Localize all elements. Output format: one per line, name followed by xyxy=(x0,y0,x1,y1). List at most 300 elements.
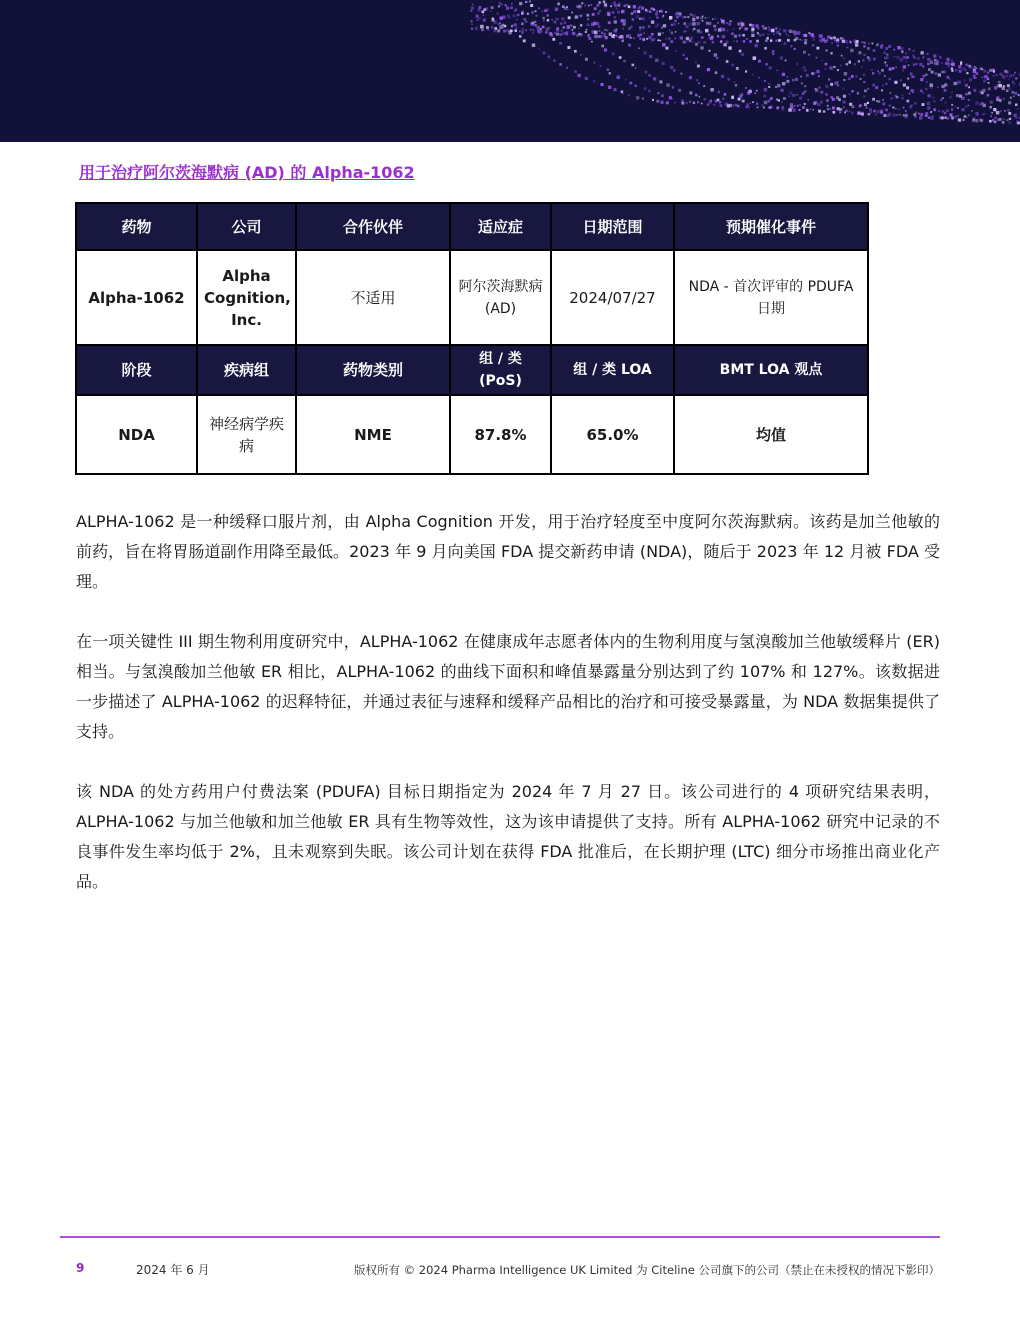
wave-particle xyxy=(696,16,699,19)
wave-particle xyxy=(678,23,680,25)
wave-particle xyxy=(497,29,500,32)
wave-particle xyxy=(471,20,473,22)
wave-particle xyxy=(912,91,914,93)
wave-particle xyxy=(702,20,704,22)
wave-particle xyxy=(648,25,651,28)
wave-particle xyxy=(695,94,698,97)
wave-particle xyxy=(817,103,820,106)
wave-particle xyxy=(593,22,597,26)
wave-particle xyxy=(1009,118,1011,120)
wave-particle xyxy=(621,19,624,22)
wave-particle xyxy=(900,58,903,61)
wave-particle xyxy=(535,10,537,12)
wave-particle xyxy=(604,35,606,37)
wave-particle xyxy=(799,97,802,100)
wave-particle xyxy=(790,106,794,110)
wave-particle xyxy=(962,67,965,70)
wave-particle xyxy=(601,32,603,34)
wave-particle xyxy=(852,105,855,108)
wave-particle xyxy=(722,35,725,38)
wave-particle xyxy=(639,29,642,32)
wave-particle xyxy=(538,7,540,9)
wave-particle xyxy=(665,38,667,40)
wave-particle xyxy=(571,12,573,14)
header-loa: 组 / 类 LOA xyxy=(551,345,674,395)
wave-particle xyxy=(718,28,722,32)
wave-particle xyxy=(767,33,769,35)
wave-particle xyxy=(1011,91,1014,94)
wave-particle xyxy=(917,57,920,60)
wave-particle xyxy=(965,93,967,95)
wave-particle xyxy=(946,58,949,61)
wave-particle xyxy=(773,33,775,35)
wave-particle xyxy=(577,74,580,77)
wave-particle xyxy=(490,11,492,13)
wave-particle xyxy=(899,114,901,116)
wave-particle xyxy=(875,114,877,116)
wave-particle xyxy=(617,11,620,14)
wave-particle xyxy=(871,69,873,71)
wave-particle xyxy=(646,38,648,40)
wave-particle xyxy=(818,109,820,111)
wave-particle xyxy=(821,60,823,62)
wave-particle xyxy=(628,44,631,47)
wave-particle xyxy=(1003,118,1005,120)
wave-particle xyxy=(831,42,833,44)
wave-particle xyxy=(905,61,907,63)
wave-particle xyxy=(939,56,942,59)
wave-particle xyxy=(720,104,723,107)
wave-particle xyxy=(909,48,911,50)
wave-particle xyxy=(804,34,807,37)
wave-particle xyxy=(886,56,889,59)
wave-particle xyxy=(844,72,848,76)
wave-particle xyxy=(543,52,546,55)
wave-particle xyxy=(776,31,779,34)
wave-particle xyxy=(562,5,565,8)
wave-particle xyxy=(803,51,806,54)
wave-particle xyxy=(736,40,738,42)
wave-particle xyxy=(604,33,606,35)
wave-particle xyxy=(709,50,711,52)
wave-particle xyxy=(804,69,807,72)
wave-particle xyxy=(653,9,655,11)
wave-particle xyxy=(506,7,509,10)
wave-particle xyxy=(745,70,747,72)
wave-particle xyxy=(498,5,500,7)
wave-particle xyxy=(699,96,701,98)
wave-particle xyxy=(643,32,645,34)
wave-particle xyxy=(951,63,953,65)
wave-particle xyxy=(563,26,565,28)
section-title-link[interactable]: 用于治疗阿尔茨海默病 (AD) 的 Alpha-1062 xyxy=(79,163,415,182)
wave-particle xyxy=(802,92,805,95)
wave-particle xyxy=(942,97,944,99)
wave-particle xyxy=(601,83,604,86)
wave-particle xyxy=(727,78,730,81)
wave-particle xyxy=(861,41,863,43)
wave-particle xyxy=(708,22,711,25)
wave-particle xyxy=(470,10,472,12)
wave-particle xyxy=(862,111,864,113)
wave-particle xyxy=(500,3,503,6)
wave-particle xyxy=(692,22,696,26)
wave-particle xyxy=(862,59,864,61)
wave-particle xyxy=(612,11,614,13)
wave-particle xyxy=(999,73,1002,76)
wave-particle xyxy=(982,77,984,79)
wave-particle xyxy=(810,33,813,36)
wave-particle xyxy=(974,77,976,79)
wave-particle xyxy=(607,13,610,16)
wave-particle xyxy=(804,90,806,92)
wave-particle xyxy=(996,111,999,114)
wave-particle xyxy=(905,52,907,54)
wave-particle xyxy=(685,30,687,32)
wave-particle xyxy=(922,66,924,68)
wave-particle xyxy=(726,22,728,24)
wave-particle xyxy=(796,94,798,96)
wave-particle xyxy=(843,95,846,98)
wave-particle xyxy=(843,101,846,104)
wave-particle xyxy=(663,15,665,17)
wave-particle xyxy=(764,47,767,50)
wave-particle xyxy=(920,78,923,81)
wave-particle xyxy=(898,108,900,110)
wave-particle xyxy=(913,64,916,67)
wave-particle xyxy=(737,105,740,108)
wave-particle xyxy=(689,101,691,103)
wave-particle xyxy=(1000,110,1002,112)
wave-particle xyxy=(925,74,927,76)
wave-particle xyxy=(534,24,536,26)
wave-particle xyxy=(900,79,902,81)
wave-particle xyxy=(717,35,719,37)
wave-particle xyxy=(540,28,542,30)
wave-particle xyxy=(565,32,568,35)
wave-particle xyxy=(768,26,770,28)
wave-particle xyxy=(741,53,744,56)
wave-particle xyxy=(757,32,759,34)
wave-particle xyxy=(657,23,659,25)
wave-particle xyxy=(648,74,650,76)
wave-particle xyxy=(764,101,767,104)
wave-particle xyxy=(839,111,841,113)
wave-particle xyxy=(521,12,524,15)
wave-particle xyxy=(900,47,903,50)
wave-particle xyxy=(770,39,773,42)
wave-particle xyxy=(990,115,992,117)
wave-particle xyxy=(844,112,846,114)
wave-particle xyxy=(764,88,768,92)
wave-particle xyxy=(675,13,678,16)
wave-particle xyxy=(799,39,801,41)
wave-particle xyxy=(672,41,674,43)
wave-particle xyxy=(837,44,840,47)
wave-particle xyxy=(767,100,770,103)
wave-particle xyxy=(567,25,570,28)
wave-particle xyxy=(1013,74,1015,76)
wave-particle xyxy=(692,41,694,43)
wave-particle xyxy=(687,16,689,18)
wave-particle xyxy=(603,1,606,4)
wave-particle xyxy=(531,11,533,13)
drug-info-table xyxy=(75,202,869,475)
wave-particle xyxy=(1008,101,1011,104)
wave-particle xyxy=(966,72,968,74)
wave-particle xyxy=(935,72,937,74)
wave-particle xyxy=(802,106,805,109)
wave-particle xyxy=(872,43,874,45)
wave-particle xyxy=(749,41,751,43)
wave-particle xyxy=(684,41,687,44)
wave-particle xyxy=(920,90,923,93)
wave-particle xyxy=(1012,81,1015,84)
header-drug-class: 药物类别 xyxy=(296,345,450,395)
wave-particle xyxy=(714,29,717,32)
wave-particle xyxy=(850,49,853,52)
wave-particle xyxy=(721,75,724,78)
wave-particle xyxy=(622,40,624,42)
wave-particle xyxy=(991,112,993,114)
wave-particle xyxy=(875,86,878,89)
wave-particle xyxy=(957,107,959,109)
wave-particle xyxy=(530,29,532,31)
wave-particle xyxy=(851,90,853,92)
wave-particle xyxy=(813,72,816,75)
wave-particle xyxy=(630,37,632,39)
wave-particle xyxy=(830,52,832,54)
wave-particle xyxy=(787,76,789,78)
wave-particle xyxy=(913,57,915,59)
wave-particle xyxy=(941,62,943,64)
wave-particle xyxy=(639,27,641,29)
wave-particle xyxy=(895,108,897,110)
wave-particle xyxy=(829,108,831,110)
wave-particle xyxy=(574,70,576,72)
wave-particle xyxy=(521,31,524,34)
wave-particle xyxy=(927,53,929,55)
wave-particle xyxy=(956,94,959,97)
wave-particle xyxy=(713,25,716,28)
cell-disease-group: 神经病学疾病 xyxy=(197,395,296,474)
wave-particle xyxy=(543,17,545,19)
wave-particle xyxy=(585,58,588,61)
wave-particle xyxy=(689,22,692,25)
wave-particle xyxy=(908,64,910,66)
wave-particle xyxy=(888,45,891,48)
wave-particle xyxy=(608,21,611,24)
wave-particle xyxy=(633,10,636,13)
wave-particle xyxy=(561,17,564,20)
wave-particle xyxy=(479,6,482,9)
wave-particle xyxy=(610,5,612,7)
wave-particle xyxy=(892,67,895,70)
wave-particle xyxy=(514,23,517,26)
wave-particle xyxy=(923,75,926,78)
wave-particle xyxy=(938,73,941,76)
wave-particle xyxy=(622,93,624,95)
wave-particle xyxy=(907,78,909,80)
wave-particle xyxy=(660,101,663,104)
wave-particle xyxy=(720,27,722,29)
cell-loa: 65.0% xyxy=(551,395,674,474)
wave-particle xyxy=(708,34,710,36)
wave-particle xyxy=(1017,108,1019,110)
wave-particle xyxy=(483,15,485,17)
wave-particle xyxy=(955,106,957,108)
wave-particle xyxy=(764,80,766,82)
wave-particle xyxy=(599,10,601,12)
wave-particle xyxy=(864,103,867,106)
wave-particle xyxy=(491,19,494,22)
wave-particle xyxy=(962,108,965,111)
wave-particle xyxy=(652,99,654,101)
wave-particle xyxy=(640,34,642,36)
wave-particle xyxy=(717,99,720,102)
wave-particle xyxy=(922,56,924,58)
wave-particle xyxy=(614,88,617,91)
wave-particle xyxy=(560,23,562,25)
wave-particle xyxy=(714,53,717,56)
wave-particle xyxy=(614,20,617,23)
wave-particle xyxy=(643,51,646,54)
wave-particle xyxy=(882,84,884,86)
wave-particle xyxy=(964,79,966,81)
wave-particle xyxy=(623,22,626,25)
wave-particle xyxy=(561,30,563,32)
wave-particle xyxy=(757,26,759,28)
wave-particle xyxy=(751,24,754,27)
wave-particle xyxy=(944,83,947,86)
wave-particle xyxy=(728,23,731,26)
wave-particle xyxy=(741,93,743,95)
wave-particle xyxy=(722,22,725,25)
wave-particle xyxy=(1007,109,1010,112)
wave-particle xyxy=(887,114,890,117)
wave-particle xyxy=(782,73,785,76)
wave-particle xyxy=(864,90,867,93)
wave-particle xyxy=(671,24,673,26)
wave-particle xyxy=(703,41,706,44)
wave-particle xyxy=(621,10,624,13)
wave-particle xyxy=(658,33,661,36)
paragraph-pdufa: 该 NDA 的处方药用户付费法案 (PDUFA) 目标日期指定为 2024 年 7 月 27 日。该公司进行的 4 项研究结果表明，ALPHA-1062 与加兰他敏和加兰他敏 ER 具有生物等效性，这为该申请提供了支持。所有 ALPHA-1062 研究中记录的不良事件发生率均低于 2%，且未观察到失眠。该公司计划在获得 FDA 批准后，在长期护理 (LTC) 细分市场推出商业化产品。 xyxy=(76,782,940,891)
wave-particle xyxy=(1018,94,1020,96)
wave-particle xyxy=(925,88,927,90)
wave-particle xyxy=(614,16,617,19)
wave-particle xyxy=(779,39,781,41)
wave-particle xyxy=(502,27,504,29)
wave-particle xyxy=(834,39,836,41)
wave-particle xyxy=(873,57,875,59)
wave-particle xyxy=(790,45,792,47)
wave-particle xyxy=(742,34,745,37)
wave-particle xyxy=(672,33,674,35)
header-catalyst: 预期催化事件 xyxy=(674,203,868,250)
wave-particle xyxy=(630,26,632,28)
wave-particle xyxy=(542,26,545,29)
wave-particle xyxy=(801,82,803,84)
wave-particle xyxy=(889,78,892,81)
wave-particle xyxy=(922,103,925,106)
wave-particle xyxy=(672,86,674,88)
wave-particle xyxy=(945,102,947,104)
wave-particle xyxy=(824,40,827,43)
wave-particle xyxy=(685,25,688,28)
wave-particle xyxy=(894,56,896,58)
wave-particle xyxy=(872,72,874,74)
wave-particle xyxy=(868,58,871,61)
wave-particle xyxy=(731,32,734,35)
wave-particle xyxy=(1014,114,1017,117)
wave-particle xyxy=(722,98,725,101)
wave-particle xyxy=(585,77,588,80)
wave-particle xyxy=(546,8,549,11)
wave-particle xyxy=(968,99,970,101)
wave-particle xyxy=(968,65,971,68)
wave-particle xyxy=(737,23,740,26)
wave-particle xyxy=(836,96,839,99)
wave-particle xyxy=(878,100,880,102)
wave-particle xyxy=(909,93,911,95)
wave-particle xyxy=(931,71,934,74)
wave-particle xyxy=(692,14,695,17)
wave-particle xyxy=(591,41,593,43)
wave-particle xyxy=(958,118,961,121)
wave-particle xyxy=(519,35,521,37)
wave-particle xyxy=(884,75,886,77)
wave-particle xyxy=(648,36,651,39)
wave-particle xyxy=(511,3,513,5)
wave-particle xyxy=(816,57,818,59)
wave-particle xyxy=(1002,121,1005,124)
wave-particle xyxy=(708,17,710,19)
wave-particle xyxy=(543,20,545,22)
wave-particle xyxy=(776,98,778,100)
wave-particle xyxy=(619,36,621,38)
wave-particle xyxy=(607,69,609,71)
wave-particle xyxy=(656,10,658,12)
wave-particle xyxy=(678,89,681,92)
wave-particle xyxy=(617,76,620,79)
wave-particle xyxy=(555,18,557,20)
wave-particle xyxy=(672,98,674,100)
wave-particle xyxy=(1015,104,1017,106)
table-row xyxy=(76,395,868,474)
wave-particle xyxy=(530,4,533,7)
wave-particle xyxy=(957,115,959,117)
wave-particle xyxy=(837,107,840,110)
wave-particle xyxy=(572,32,575,35)
wave-particle xyxy=(903,107,905,109)
wave-particle xyxy=(993,71,995,73)
wave-particle xyxy=(641,18,643,20)
wave-particle xyxy=(892,107,894,109)
wave-particle xyxy=(885,109,888,112)
wave-particle xyxy=(503,30,506,33)
wave-particle xyxy=(803,66,806,69)
wave-particle xyxy=(830,83,833,86)
header-banner xyxy=(0,0,1020,142)
header-indication: 适应症 xyxy=(450,203,551,250)
wave-particle xyxy=(775,86,777,88)
wave-particle xyxy=(981,102,984,105)
wave-particle xyxy=(547,14,549,16)
wave-particle xyxy=(999,99,1002,102)
wave-particle xyxy=(505,4,507,6)
wave-particle xyxy=(910,73,913,76)
